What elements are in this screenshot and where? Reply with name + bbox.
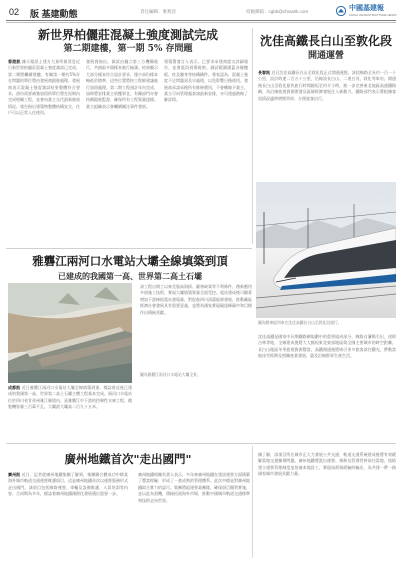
- logo-subtitle: CHINA INFRASTRUCTURE NEWS: [349, 13, 397, 17]
- article1-title: 新世界柏儷莊混凝土強度測試完成: [37, 28, 218, 42]
- page-number: 02: [9, 7, 20, 17]
- editor-credit: 責任編輯：麥燕容: [140, 9, 176, 14]
- article4-title: 廣州地鐵首次"走出國門": [64, 452, 192, 466]
- article1-body-col3: 建築署發言人表示，已要求承建商提交詳細報告，並會派員到場視察。測試範圍涵蓋各層樓板、柱及牆身等結構構件。專家認為，混凝土強度不足問題須及早處理，以免影響日後使用。發展商承諾承擔所有維修費用，不會轉嫁予業主。業主可向管理處查詢最新安排，亦可透過熱線了解詳情。: [164, 59, 248, 103]
- article1-subtitle: 第二期建樓，第一期 5% 存問題: [63, 44, 193, 54]
- article2-photo-caption: 圖為動車組列車在沈佳高鐵長白山至敦化段運行。: [258, 320, 342, 325]
- section-divider-bottom: [6, 443, 396, 444]
- article3-title: 雅礱江兩河口水電站大壩全線填築到頂: [32, 254, 228, 268]
- submission-email: 投稿郵箱：cgbb@chinahk.com: [246, 9, 309, 14]
- logo-wordmark: 中國基建報: [349, 5, 384, 12]
- article3-body-col1: 成都訊 近日雅礱江兩河口水電站大壩全線填築到頂，標誌着這座已建成的我國第一高、世界第二高土石壩主體工程基本完成。兩河口水電站位於四川省甘孜州雅江縣境內，是雅礱江中下游的控制性水庫工程，總裝機容量三百萬千瓦，大壩最大壩高二百九十五米。: [8, 385, 132, 410]
- article1-reporter: 香港訊: [8, 59, 21, 64]
- article2-subtitle: 開通運營: [307, 51, 344, 61]
- high-speed-train-photo: [256, 182, 396, 318]
- column-divider: [252, 28, 253, 244]
- article4-body-col1: 廣州訊 近日，記者從廣州地鐵集團了解到，集團聯合體成功中標某海外城市軌道交通運營維護項目，這是廣州地鐵首次以運營服務形式走出國門。該項目包括線路運營、車輛及設備維護、人員培訓等內容，合同期為多年，標誌着廣州地鐵國際化發展邁出重要一步。: [8, 472, 128, 497]
- article2-body: 長春訊 近日沈佳高鐵長白山至敦化段正式開通運營。該段線路全長約一百一十公里，設計時速二百五十公里，沿線設長白山、二道白河、敦化等車站。開通後長白山至敦化最快旅行時間縮短至約半小時，進一步完善東北地區高速鐵路網，為沿線旅遊資源開發及區域經濟發展注入新動力。鐵路部門表示將根據客流情況適時增開列車，方便旅客出行。: [258, 70, 396, 101]
- article3-body-col2: 該工程自開工以來克服高海拔、嚴寒缺氧等不利條件，創新應用多項施工技術，實現大壩填築質量全面受控。電站建成後可顯著增加下游梯級電站發電量，對促進四川清潔能源發展、推動藏區經濟社會發展具有重要意義，並將為國家實現碳達峰碳中和目標作出積極貢獻。: [140, 284, 252, 315]
- article4-body-col3: 據了解，該項目所在城市正大力發展公共交通，軌道交通系統建成後將有效緩解當地交通擁堵問題。廣州地鐵將派出運營、維修及管理骨幹前往當地，協助建立運營管理制度並培養本地員工，實現技術與經驗的輸出，為共建一帶一路國家城市發展貢獻力量。: [258, 452, 396, 477]
- header-rule-thin: [6, 22, 396, 23]
- article3-subtitle: 已建成的我國第一高、世界第二高土石壩: [58, 271, 202, 281]
- article2-body-continued: 沈佳高鐵是國家中長期鐵路網規劃中的重要組成部分，線路自瀋陽引出，途經吉林等地，全線建成後將大大縮短東北東部地區與全國主要城市的時空距離。長白山地區冬季旅遊資源豐富，高鐵開通後將吸引更多旅客前往觀光，帶動當地冰雪經濟及相關產業發展，惠及沿線群眾生產生活。: [258, 334, 396, 359]
- header-rule: [6, 20, 396, 21]
- article1-body-col2: 發展商指出，測試由獨立第三方機構進行，共抽取多個樣本進行檢測。結果顯示大部分樣本符合設計要求，僅少部份樣本略低於標準，這些位置將按工程師建議進行加固處理。第二期工程預計年內完成，屆時將安排業主收樓事宜。有關部門亦會持續跟進監督，確保所有工程質量達標。業主組織表示會繼續關注事件發展。: [86, 59, 158, 109]
- article2-reporter: 長春訊: [258, 70, 271, 75]
- article1-body-col1: 香港訊 據天報訊土建方大界所報消息近日新世界柏儷莊混凝土強度測試已完成，第二期將繼續建樓，有關第一期約5%存在問題的單位將由發展商跟進處理。發展商表示混凝土強度測試結果整體符合要求，部份需要補強加固的單位將在短期內完成相關工程，並會向業主交代最新進展情況。報告指出建築物整體結構安全，住戶可以正常入住使用。: [8, 59, 80, 116]
- dam-construction-photo: [8, 283, 132, 383]
- article3-photo-caption: 圖為雅礱江兩河口水電站大壩全景。: [140, 372, 201, 377]
- article4-reporter: 廣州訊: [8, 472, 21, 477]
- article4-body-col2: 廣州地鐵相關負責人表示，多年來廣州地鐵在建設運營方面積累了豐富經驗，形成了一套成熟的管理體系。此次中標是對廣州地鐵綜合實力的認可。集團將組建專業團隊，確保項目順利實施，並以此為契機，積極拓展海外市場，推動中國城市軌道交通標準和技術走向世界。: [138, 472, 250, 503]
- column-divider-bottom: [252, 446, 253, 558]
- article2-title: 沈佳高鐵長白山至敦化段: [259, 34, 392, 48]
- section-name: 版 基建動態: [30, 9, 78, 19]
- logo-emblem-icon: [336, 6, 346, 16]
- newspaper-logo: [336, 4, 396, 18]
- section-divider: [6, 248, 252, 249]
- article3-reporter: 成都訊: [8, 385, 21, 390]
